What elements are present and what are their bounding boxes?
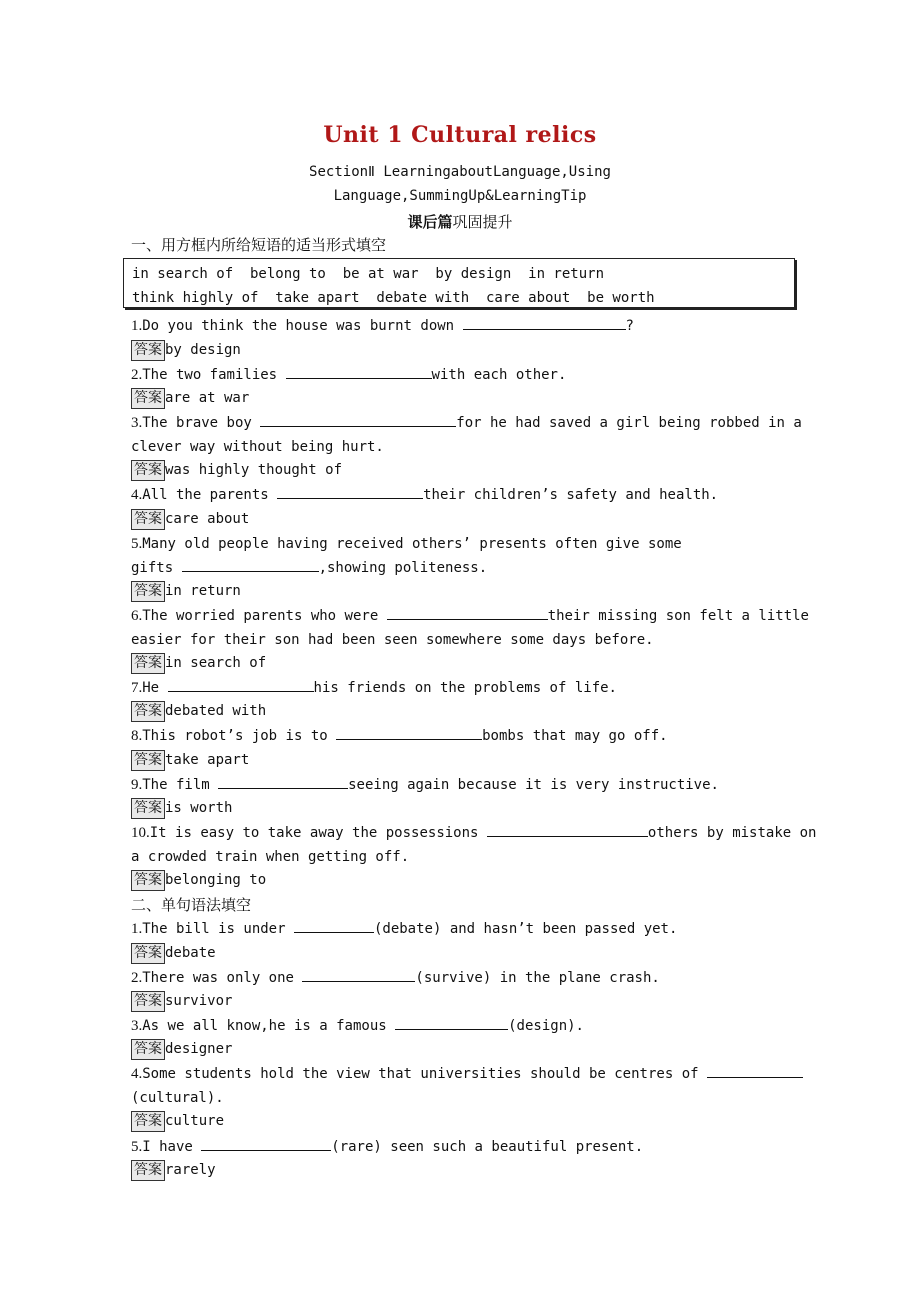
grammar-question-4-cont: (cultural). (131, 1090, 224, 1106)
answer-tag: 答案 (131, 340, 165, 361)
question-2 (131, 363, 791, 387)
answer-3 (131, 459, 342, 481)
question-text: for he had saved a girl being robbed in a (456, 415, 802, 431)
question-text: (debate) and hasn’t been passed yet. (373, 921, 678, 937)
question-number: 4. (131, 487, 143, 503)
question-number: 5. (131, 1139, 143, 1155)
question-text: ? (625, 318, 634, 334)
question-text: The two families (142, 367, 286, 383)
phrase-box (123, 258, 795, 308)
question-5-cont (131, 556, 791, 580)
question-3-cont: clever way without being hurt. (131, 439, 384, 455)
answer-text: in return (165, 583, 241, 599)
question-text: I have (142, 1139, 202, 1155)
grammar-answer-1 (131, 942, 216, 964)
answer-text: debated with (165, 703, 267, 719)
answer-blank[interactable] (286, 364, 432, 379)
question-text: ,showing politeness. (318, 560, 488, 576)
question-3 (131, 411, 802, 435)
question-text: As we all know,he is a famous (142, 1018, 396, 1034)
answer-tag: 答案 (131, 509, 165, 530)
question-number: 6. (131, 608, 143, 624)
answer-8 (131, 749, 249, 771)
answer-1 (131, 339, 241, 361)
question-4 (131, 483, 791, 507)
section2-heading: 二、单句语法填空 (131, 896, 252, 914)
answer-tag: 答案 (131, 1039, 165, 1060)
question-1 (131, 314, 791, 338)
question-text: with each other. (431, 367, 567, 383)
subtitle-line-1: SectionⅡ LearningaboutLanguage,Using (309, 164, 611, 180)
answer-blank[interactable] (260, 412, 456, 427)
question-9 (131, 773, 791, 797)
answer-text: in search of (165, 655, 267, 671)
question-10-cont: a crowded train when getting off. (131, 849, 410, 865)
question-number: 4. (131, 1066, 143, 1082)
question-text: Do you think the house was burnt down (142, 318, 463, 334)
question-text: The brave boy (142, 415, 261, 431)
page-title: Unit 1 Cultural relics (323, 122, 597, 148)
answer-tag: 答案 (131, 991, 165, 1012)
subtitle-bold: 课后篇 (407, 213, 453, 231)
question-number: 9. (131, 777, 143, 793)
answer-text: debate (165, 945, 216, 961)
grammar-answer-5 (131, 1159, 216, 1181)
phrase-box-row-1: in search of belong to be at war by design in return (132, 266, 605, 282)
answer-tag: 答案 (131, 1111, 165, 1132)
question-text: It is easy to take away the possessions (149, 825, 487, 841)
answer-text: take apart (165, 752, 250, 768)
question-number: 5. (131, 536, 143, 552)
question-text: The bill is under (142, 921, 294, 937)
answer-text: belonging to (165, 872, 267, 888)
question-number: 3. (131, 415, 143, 431)
answer-text: survivor (165, 993, 233, 1009)
answer-tag: 答案 (131, 460, 165, 481)
question-text: his friends on the problems of life. (313, 680, 617, 696)
answer-5 (131, 580, 241, 602)
subtitle-rest: 巩固提升 (452, 213, 513, 231)
question-number: 2. (131, 367, 143, 383)
grammar-answer-2 (131, 990, 232, 1012)
question-6 (131, 604, 809, 628)
question-text: He (142, 680, 168, 696)
grammar-question-3 (131, 1014, 791, 1038)
question-text: Many old people having received others’ presents often give some (142, 536, 682, 552)
question-number: 7. (131, 680, 143, 696)
answer-tag: 答案 (131, 798, 165, 819)
answer-text: care about (165, 511, 250, 527)
question-8 (131, 724, 791, 748)
answer-blank[interactable] (395, 1015, 508, 1030)
grammar-answer-3 (131, 1038, 232, 1060)
answer-blank[interactable] (336, 725, 482, 740)
answer-blank[interactable] (707, 1063, 803, 1078)
answer-blank[interactable] (302, 967, 415, 982)
answer-tag: 答案 (131, 870, 165, 891)
answer-blank[interactable] (168, 677, 314, 692)
answer-blank[interactable] (487, 822, 648, 837)
question-number: 1. (131, 318, 143, 334)
grammar-question-2 (131, 966, 791, 990)
answer-blank[interactable] (201, 1136, 331, 1151)
answer-tag: 答案 (131, 388, 165, 409)
subtitle-line-2: Language,SummingUp&LearningTip (333, 188, 587, 204)
answer-tag: 答案 (131, 943, 165, 964)
question-text: The worried parents who were (142, 608, 387, 624)
question-text: gifts (131, 560, 182, 576)
question-text: All the parents (142, 487, 278, 503)
answer-text: designer (165, 1041, 233, 1057)
section1-heading: 一、用方框内所给短语的适当形式填空 (131, 236, 387, 254)
grammar-question-4 (131, 1062, 791, 1086)
question-text: (design). (508, 1018, 584, 1034)
question-text: others by mistake on (647, 825, 817, 841)
question-number: 1. (131, 921, 143, 937)
answer-10 (131, 869, 266, 891)
question-text: their missing son felt a little (547, 608, 809, 624)
question-text: seeing again because it is very instructive. (348, 777, 719, 793)
answer-blank[interactable] (277, 484, 423, 499)
question-7 (131, 676, 791, 700)
question-text: (rare) seen such a beautiful present. (331, 1139, 644, 1155)
phrase-box-row-2: think highly of take apart debate with care about be worth (132, 290, 655, 306)
answer-text: by design (165, 342, 241, 358)
answer-text: culture (165, 1113, 225, 1129)
grammar-answer-4 (131, 1110, 224, 1132)
answer-text: was highly thought of (165, 462, 343, 478)
question-10 (131, 821, 817, 845)
question-text: (survive) in the plane crash. (415, 970, 660, 986)
answer-7 (131, 700, 266, 722)
answer-6 (131, 652, 266, 674)
answer-tag: 答案 (131, 581, 165, 602)
question-text: There was only one (142, 970, 303, 986)
question-number: 10. (131, 825, 150, 841)
answer-tag: 答案 (131, 1160, 165, 1181)
answer-2 (131, 387, 249, 409)
question-number: 8. (131, 728, 143, 744)
answer-text: is worth (165, 800, 233, 816)
grammar-question-5 (131, 1135, 791, 1159)
question-text: their children’s safety and health. (423, 487, 719, 503)
answer-4 (131, 508, 249, 530)
answer-text: rarely (165, 1162, 216, 1178)
answer-tag: 答案 (131, 701, 165, 722)
question-6-cont: easier for their son had been seen somewhere some days before. (131, 632, 654, 648)
question-number: 2. (131, 970, 143, 986)
answer-9 (131, 797, 232, 819)
subtitle-line-3 (0, 211, 920, 232)
answer-tag: 答案 (131, 653, 165, 674)
question-5 (131, 532, 791, 556)
question-text: The film (142, 777, 219, 793)
question-number: 3. (131, 1018, 143, 1034)
question-text: Some students hold the view that universities should be centres of (142, 1066, 707, 1082)
question-text: This robot’s job is to (142, 728, 337, 744)
question-text: bombs that may go off. (482, 728, 668, 744)
grammar-question-1 (131, 917, 791, 941)
answer-tag: 答案 (131, 750, 165, 771)
answer-blank[interactable] (294, 918, 374, 933)
answer-blank[interactable] (218, 774, 348, 789)
answer-blank[interactable] (463, 315, 626, 330)
answer-blank[interactable] (182, 557, 319, 572)
answer-blank[interactable] (387, 605, 548, 620)
answer-text: are at war (165, 390, 250, 406)
